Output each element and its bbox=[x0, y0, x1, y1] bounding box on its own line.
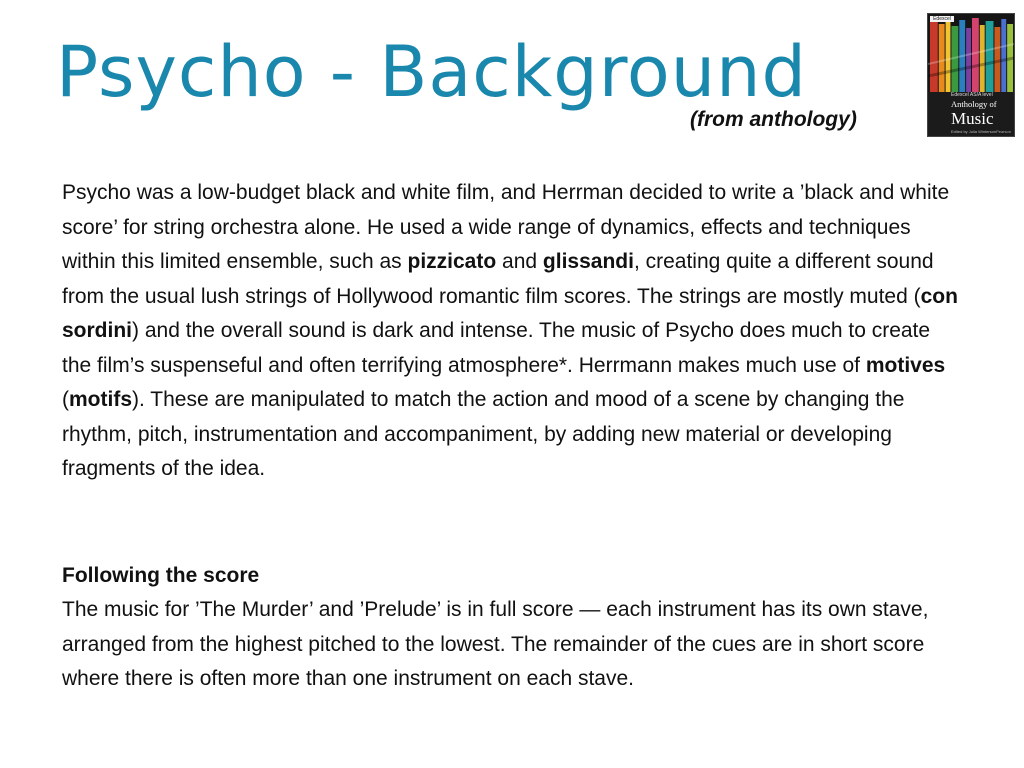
book-cover-stripes bbox=[928, 14, 1014, 92]
text-run: , creating quite a different sound from the usual lush strings of Hollywood romantic film scores. The strings are mostly muted ( bbox=[62, 250, 934, 308]
text-run: ) and the overall sound is dark and intense. The music of Psycho does much to create the film’s suspenseful and often terrifying atmosphere*. Herrmann makes much use of bbox=[62, 319, 931, 377]
text-run: ( bbox=[62, 388, 69, 411]
term-motifs: motifs bbox=[69, 388, 132, 411]
text-run: and bbox=[496, 250, 543, 273]
background-paragraph bbox=[62, 176, 962, 487]
book-cover-line1: Edexcel AS/A level bbox=[951, 92, 993, 98]
text-run: Psycho was a low-budget black and white film, and Herrman decided to write a ’black and white score’ for string orchestra alone. He used a wide range of dynamics, effects and techniques within this limited ensemble, such as bbox=[62, 181, 950, 273]
term-glissandi: glissandi bbox=[542, 250, 634, 273]
following-score-paragraph: The music for ’The Murder’ and ’Prelude’ is in full score — each instrument has its own stave, arranged from the highest pitched to the lowest. The remainder of the cues are in short score where there is often more than one instrument on each stave. bbox=[62, 598, 929, 690]
book-cover-line3: Music bbox=[951, 109, 994, 128]
following-score-heading: Following the score bbox=[62, 564, 260, 587]
book-cover-publisher: Pearson bbox=[996, 129, 1011, 134]
book-cover-line2: Anthology of bbox=[951, 99, 997, 109]
term-con-sordini: con sordini bbox=[62, 284, 958, 342]
text-run: ). These are manipulated to match the action and mood of a scene by changing the rhythm, pitch, instrumentation and accompaniment, by adding new material or developing fragments of the idea. bbox=[62, 388, 905, 480]
slide-subtitle: (from anthology) bbox=[690, 108, 857, 131]
anthology-book-cover-image bbox=[927, 13, 1015, 137]
term-motives: motives bbox=[865, 353, 946, 377]
term-pizzicato: pizzicato bbox=[407, 250, 497, 273]
book-cover-badge: Edexcel bbox=[930, 16, 954, 22]
slide-title: Psycho - Background bbox=[56, 31, 807, 113]
book-cover-editor: Edited by Julia Winterson bbox=[951, 129, 997, 134]
